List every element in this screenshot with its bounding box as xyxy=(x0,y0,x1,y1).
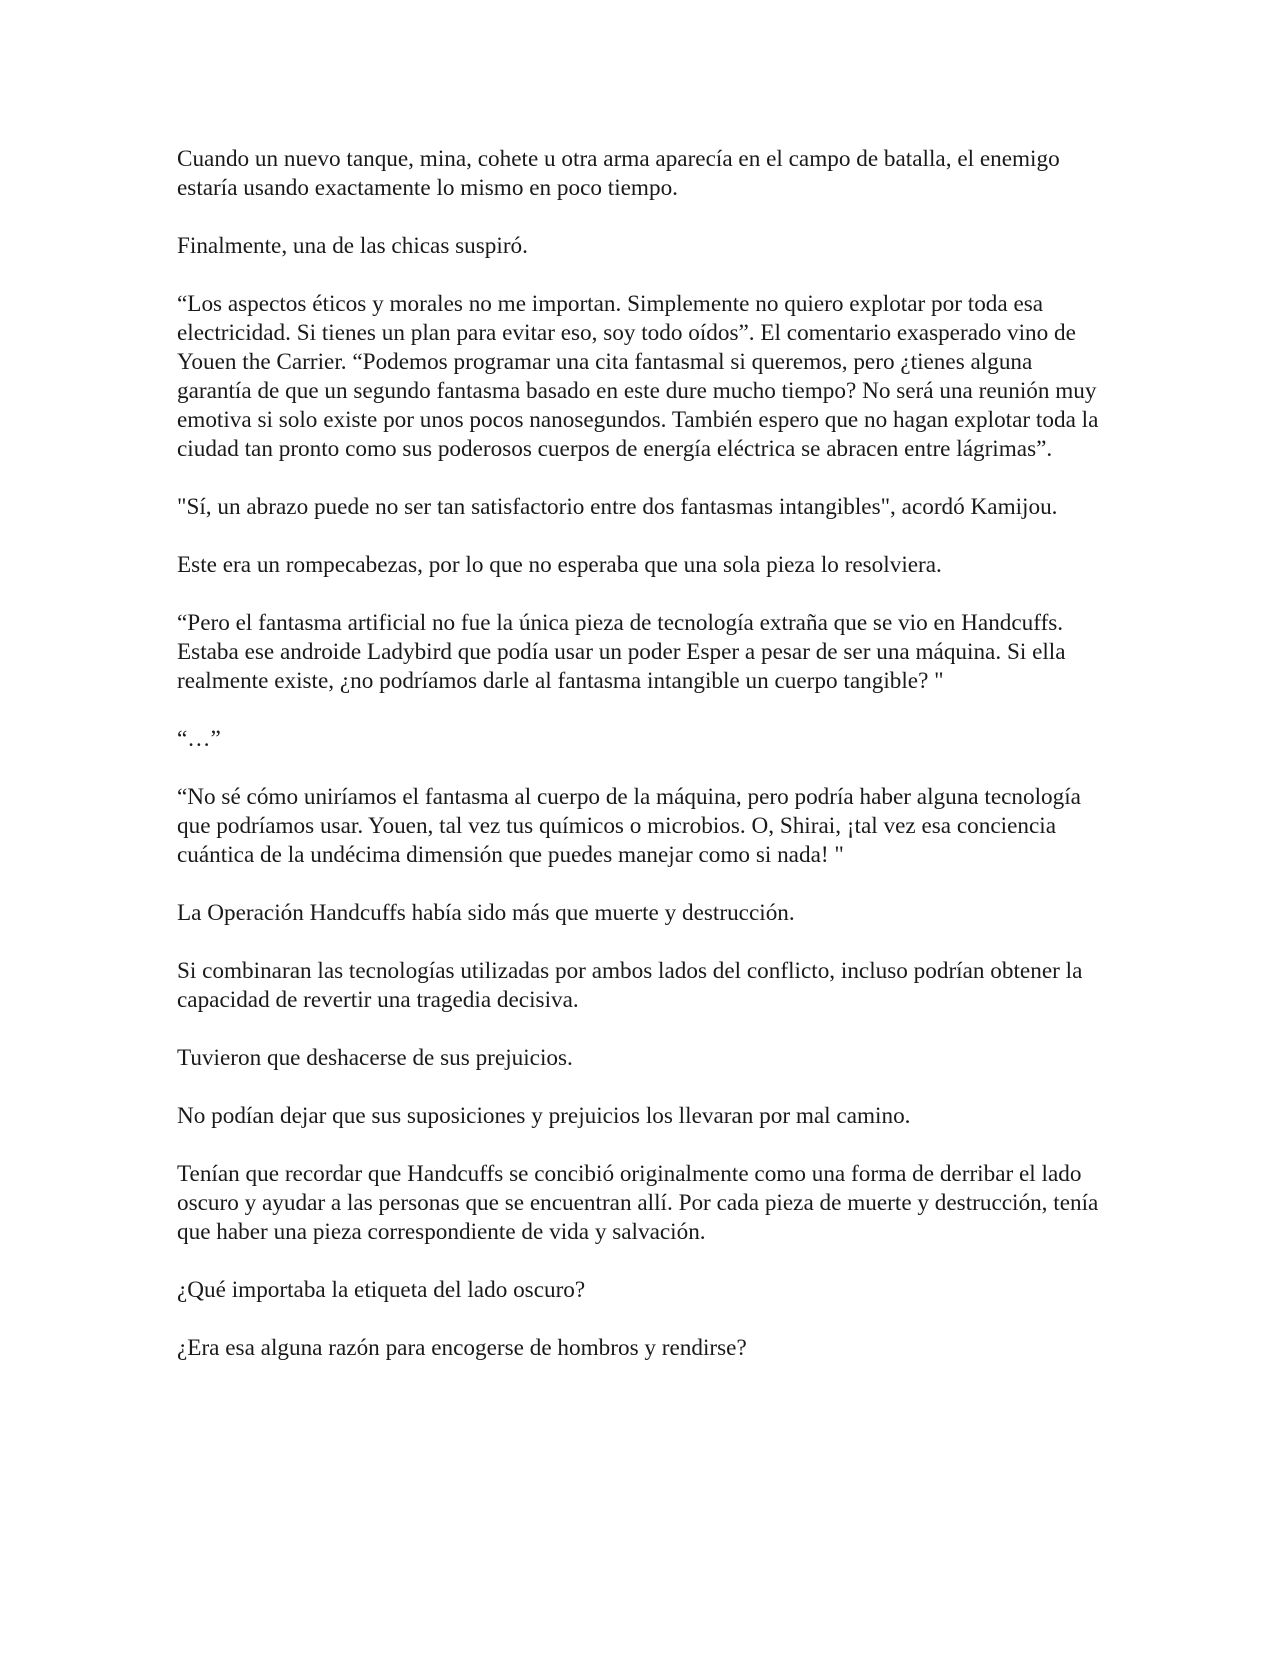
paragraph: Tenían que recordar que Handcuffs se concibió originalmente como una forma de derribar el lado oscuro y ayudar a las personas que se encuentran allí. Por cada pieza de muerte y destrucción, tenía que haber una pieza correspondiente de vida y salvación. xyxy=(177,1161,1099,1245)
paragraph: Este era un rompecabezas, por lo que no esperaba que una sola pieza lo resolviera. xyxy=(177,552,942,578)
paragraph: “No sé cómo uniríamos el fantasma al cuerpo de la máquina, pero podría haber alguna tecnología que podríamos usar. Youen, tal vez tus químicos o microbios. O, Shirai, ¡tal vez esa conciencia cuántica de la undécima dimensión que puedes manejar como si nada! " xyxy=(177,784,1081,868)
paragraph: "Sí, un abrazo puede no ser tan satisfactorio entre dos fantasmas intangibles", acordó Kamijou. xyxy=(177,494,1058,520)
paragraph: ¿Era esa alguna razón para encogerse de hombros y rendirse? xyxy=(177,1335,747,1361)
paragraph: Si combinaran las tecnologías utilizadas por ambos lados del conflicto, incluso podrían obtener la capacidad de revertir una tragedia decisiva. xyxy=(177,958,1083,1013)
paragraph: La Operación Handcuffs había sido más que muerte y destrucción. xyxy=(177,900,795,926)
paragraph: “Pero el fantasma artificial no fue la única pieza de tecnología extraña que se vio en Handcuffs. Estaba ese androide Ladybird que podía usar un poder Esper a pesar de ser una máquina. Si ella realmente existe, ¿no podríamos darle al fantasma intangible un cuerpo tangible? " xyxy=(177,610,1066,694)
paragraph: “Los aspectos éticos y morales no me importan. Simplemente no quiero explotar por toda esa electricidad. Si tienes un plan para evitar eso, soy todo oídos”. El comentario exasperado vino de Youen the Carrier. “Podemos programar una cita fantasmal si queremos, pero ¿tienes alguna garantía de que un segundo fantasma basado en este dure mucho tiempo? No será una reunión muy emotiva si solo existe por unos pocos nanosegundos. También espero que no hagan explotar toda la ciudad tan pronto como sus poderosos cuerpos de energía eléctrica se abracen entre lágrimas”. xyxy=(177,291,1099,462)
paragraph: Tuvieron que deshacerse de sus prejuicios. xyxy=(177,1045,573,1071)
paragraph: Finalmente, una de las chicas suspiró. xyxy=(177,233,528,259)
paragraph: Cuando un nuevo tanque, mina, cohete u otra arma aparecía en el campo de batalla, el enemigo estaría usando exactamente lo mismo en poco tiempo. xyxy=(177,146,1060,201)
paragraph: No podían dejar que sus suposiciones y prejuicios los llevaran por mal camino. xyxy=(177,1103,911,1129)
document-body xyxy=(177,145,1107,1392)
paragraph: ¿Qué importaba la etiqueta del lado oscuro? xyxy=(177,1277,586,1303)
paragraph: “…” xyxy=(177,726,221,752)
